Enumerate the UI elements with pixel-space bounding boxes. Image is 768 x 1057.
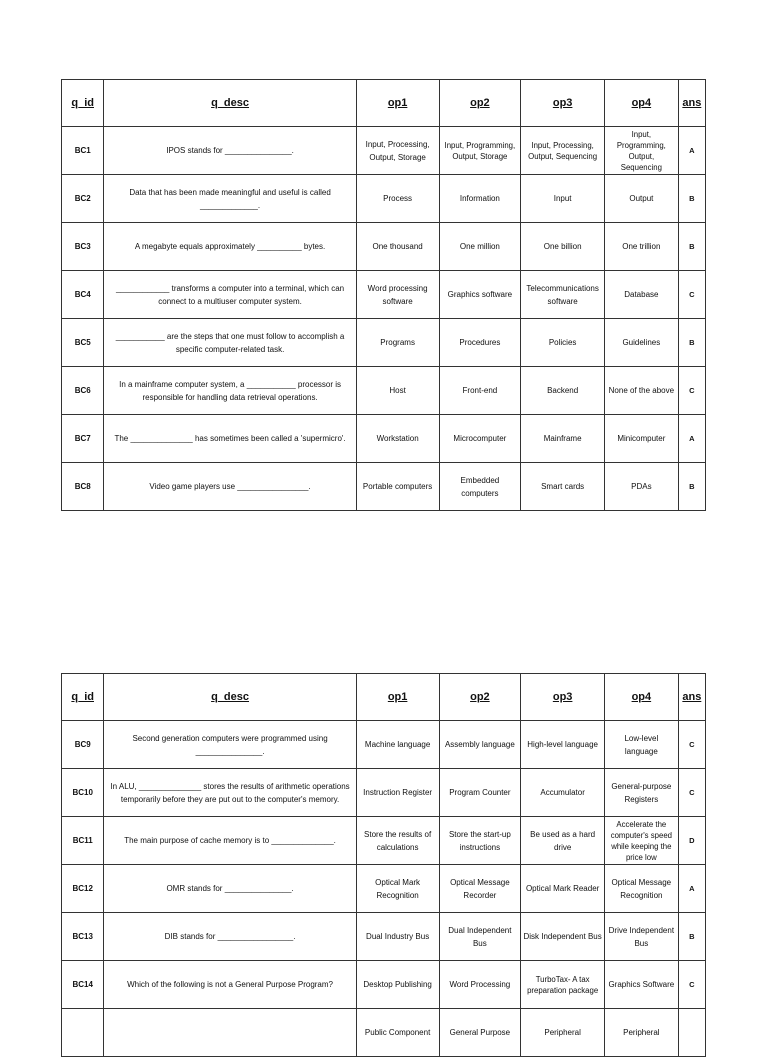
header-q-desc: q_desc <box>104 674 356 721</box>
cell-op1: Dual Industry Bus <box>356 913 439 961</box>
cell-ans: C <box>678 367 705 415</box>
header-op1: op1 <box>356 80 439 127</box>
cell-op2: Program Counter <box>439 769 521 817</box>
cell-op3: Backend <box>521 367 605 415</box>
table-row <box>62 415 706 463</box>
cell-q-desc: In ALU, ______________ stores the results of arithmetic operations temporarily before they are put out to the computer's memory. <box>104 769 356 817</box>
table-row <box>62 127 706 175</box>
cell-op2: Assembly language <box>439 721 521 769</box>
cell-q-desc: ___________ are the steps that one must follow to accomplish a specific computer-related task. <box>104 319 356 367</box>
table-row <box>62 175 706 223</box>
cell-op2: Graphics software <box>439 271 521 319</box>
cell-op3: High-level language <box>521 721 605 769</box>
cell-op1: Optical Mark Recognition <box>356 865 439 913</box>
cell-q-desc: Which of the following is not a General Purpose Program? <box>104 961 356 1009</box>
cell-q-id: BC7 <box>62 415 104 463</box>
header-ans: ans <box>678 674 705 721</box>
cell-op3: Mainframe <box>521 415 605 463</box>
cell-op1: Desktop Publishing <box>356 961 439 1009</box>
cell-op4: Guidelines <box>605 319 679 367</box>
cell-ans: C <box>678 769 705 817</box>
cell-op3: Policies <box>521 319 605 367</box>
cell-q-id: BC1 <box>62 127 104 175</box>
table-row <box>62 769 706 817</box>
cell-op2: Optical Message Recorder <box>439 865 521 913</box>
cell-op1: Portable computers <box>356 463 439 511</box>
cell-op2: Microcomputer <box>439 415 521 463</box>
cell-ans: B <box>678 223 705 271</box>
cell-op4: None of the above <box>605 367 679 415</box>
cell-op3: Accumulator <box>521 769 605 817</box>
cell-q-desc: Data that has been made meaningful and useful is called _____________. <box>104 175 356 223</box>
header-op4: op4 <box>605 674 679 721</box>
cell-op2: Dual Independent Bus <box>439 913 521 961</box>
cell-q-id <box>62 1009 104 1057</box>
cell-op1: Input, Processing, Output, Storage <box>356 127 439 175</box>
header-op4: op4 <box>605 80 679 127</box>
cell-q-id: BC14 <box>62 961 104 1009</box>
cell-op3: Smart cards <box>521 463 605 511</box>
cell-op3: Input, Processing, Output, Sequencing <box>521 127 605 175</box>
cell-ans: C <box>678 271 705 319</box>
cell-ans: A <box>678 415 705 463</box>
question-table-2 <box>61 673 706 1057</box>
cell-q-desc: DIB stands for _________________. <box>104 913 356 961</box>
cell-ans: A <box>678 127 705 175</box>
cell-op4: Output <box>605 175 679 223</box>
cell-q-desc <box>104 1009 356 1057</box>
cell-q-desc: OMR stands for _______________. <box>104 865 356 913</box>
header-row <box>62 80 706 127</box>
header-row <box>62 674 706 721</box>
header-q-desc: q_desc <box>104 80 356 127</box>
table-row <box>62 817 706 865</box>
cell-q-desc: Video game players use ________________. <box>104 463 356 511</box>
cell-op1: Host <box>356 367 439 415</box>
header-op2: op2 <box>439 674 521 721</box>
header-q-id: q_id <box>62 80 104 127</box>
header-ans: ans <box>678 80 705 127</box>
cell-q-desc: The main purpose of cache memory is to ______________. <box>104 817 356 865</box>
cell-q-id: BC2 <box>62 175 104 223</box>
cell-q-id: BC9 <box>62 721 104 769</box>
header-op3: op3 <box>521 674 605 721</box>
cell-op3: One billion <box>521 223 605 271</box>
cell-op1: Store the results of calculations <box>356 817 439 865</box>
cell-op1: Process <box>356 175 439 223</box>
cell-op2: Word Processing <box>439 961 521 1009</box>
cell-op1: One thousand <box>356 223 439 271</box>
cell-op2: Embedded computers <box>439 463 521 511</box>
cell-q-id: BC8 <box>62 463 104 511</box>
cell-op3: Input <box>521 175 605 223</box>
cell-q-desc: Second generation computers were programmed using _______________. <box>104 721 356 769</box>
cell-q-id: BC5 <box>62 319 104 367</box>
cell-q-desc: The ______________ has sometimes been called a 'supermicro'. <box>104 415 356 463</box>
cell-op4: General-purpose Registers <box>605 769 679 817</box>
cell-ans <box>678 1009 705 1057</box>
cell-q-id: BC13 <box>62 913 104 961</box>
cell-q-desc: In a mainframe computer system, a ___________ processor is responsible for handling data retrieval operations. <box>104 367 356 415</box>
cell-op4: Optical Message Recognition <box>605 865 679 913</box>
cell-q-id: BC6 <box>62 367 104 415</box>
table-row <box>62 913 706 961</box>
cell-ans: B <box>678 463 705 511</box>
cell-op2: Input, Programming, Output, Storage <box>439 127 521 175</box>
cell-ans: B <box>678 913 705 961</box>
header-op2: op2 <box>439 80 521 127</box>
cell-op3: Telecommunications software <box>521 271 605 319</box>
cell-op3: Peripheral <box>521 1009 605 1057</box>
cell-op2: One million <box>439 223 521 271</box>
cell-ans: A <box>678 865 705 913</box>
cell-ans: C <box>678 721 705 769</box>
cell-op1: Instruction Register <box>356 769 439 817</box>
cell-op3: Disk Independent Bus <box>521 913 605 961</box>
cell-q-id: BC12 <box>62 865 104 913</box>
cell-ans: B <box>678 175 705 223</box>
cell-op2: General Purpose <box>439 1009 521 1057</box>
table-row <box>62 721 706 769</box>
cell-op4: Graphics Software <box>605 961 679 1009</box>
question-table-1 <box>61 79 706 511</box>
cell-op1: Public Component <box>356 1009 439 1057</box>
table-row <box>62 865 706 913</box>
cell-op4: One trillion <box>605 223 679 271</box>
table-row <box>62 463 706 511</box>
cell-q-desc: ____________ transforms a computer into a terminal, which can connect to a multiuser computer system. <box>104 271 356 319</box>
table-row <box>62 367 706 415</box>
cell-op3: Be used as a hard drive <box>521 817 605 865</box>
cell-ans: D <box>678 817 705 865</box>
cell-op4: Low-level language <box>605 721 679 769</box>
cell-op1: Programs <box>356 319 439 367</box>
cell-q-desc: A megabyte equals approximately __________ bytes. <box>104 223 356 271</box>
table-row <box>62 271 706 319</box>
cell-op4: Accelerate the computer's speed while keeping the price low <box>605 817 679 865</box>
cell-ans: B <box>678 319 705 367</box>
cell-op2: Front-end <box>439 367 521 415</box>
table-row <box>62 319 706 367</box>
cell-q-id: BC4 <box>62 271 104 319</box>
cell-op2: Store the start-up instructions <box>439 817 521 865</box>
table-body-2 <box>62 721 706 1057</box>
cell-op3: TurboTax- A tax preparation package <box>521 961 605 1009</box>
cell-q-id: BC10 <box>62 769 104 817</box>
cell-op4: PDAs <box>605 463 679 511</box>
cell-op4: Minicomputer <box>605 415 679 463</box>
header-op1: op1 <box>356 674 439 721</box>
table-body-1 <box>62 127 706 511</box>
cell-ans: C <box>678 961 705 1009</box>
cell-op1: Workstation <box>356 415 439 463</box>
cell-op1: Word processing software <box>356 271 439 319</box>
header-op3: op3 <box>521 80 605 127</box>
cell-q-id: BC3 <box>62 223 104 271</box>
cell-op2: Procedures <box>439 319 521 367</box>
cell-op4: Peripheral <box>605 1009 679 1057</box>
cell-op4: Drive Independent Bus <box>605 913 679 961</box>
cell-op4: Input, Programming, Output, Sequencing <box>605 127 679 175</box>
cell-q-id: BC11 <box>62 817 104 865</box>
cell-op3: Optical Mark Reader <box>521 865 605 913</box>
cell-q-desc: IPOS stands for _______________. <box>104 127 356 175</box>
header-q-id: q_id <box>62 674 104 721</box>
cell-op4: Database <box>605 271 679 319</box>
cell-op2: Information <box>439 175 521 223</box>
table-row <box>62 1009 706 1057</box>
table-row <box>62 223 706 271</box>
cell-op1: Machine language <box>356 721 439 769</box>
table-row <box>62 961 706 1009</box>
